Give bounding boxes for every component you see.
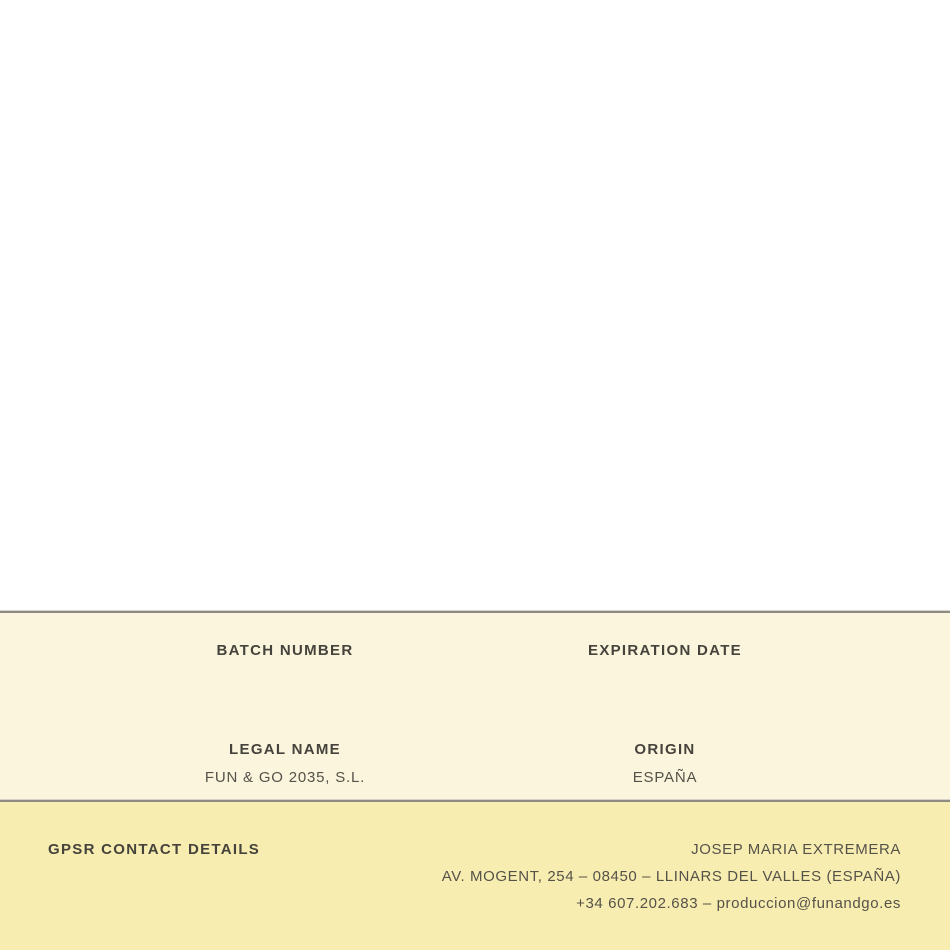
- batch-number-label: BATCH NUMBER: [216, 642, 354, 659]
- product-info-section: [0, 613, 950, 799]
- legal-name-value: FUN & GO 2035, S.L.: [204, 769, 366, 786]
- gpsr-title: GPSR CONTACT DETAILS: [48, 841, 261, 858]
- origin-value: ESPAÑA: [632, 769, 698, 786]
- gpsr-contact-phone-email: +34 607.202.683 – produccion@funandgo.es: [576, 895, 901, 912]
- batch-number-value: [95, 670, 475, 687]
- gpsr-contact-section: [0, 802, 950, 950]
- field-legal-name: [95, 741, 475, 786]
- legal-name-label: LEGAL NAME: [229, 741, 341, 758]
- gpsr-contact-name: JOSEP MARIA EXTREMERA: [691, 841, 901, 858]
- field-expiration-date: [475, 642, 855, 687]
- expiration-date-label: EXPIRATION DATE: [588, 642, 742, 659]
- field-origin: [475, 741, 855, 786]
- origin-label: ORIGIN: [634, 741, 696, 758]
- expiration-date-value: [475, 670, 855, 687]
- gpsr-contact-address: AV. MOGENT, 254 – 08450 – LLINARS DEL VALLES (ESPAÑA): [441, 868, 901, 885]
- field-batch-number: [95, 642, 475, 687]
- gpsr-contact-block: [442, 836, 901, 917]
- product-info-grid: [95, 642, 855, 786]
